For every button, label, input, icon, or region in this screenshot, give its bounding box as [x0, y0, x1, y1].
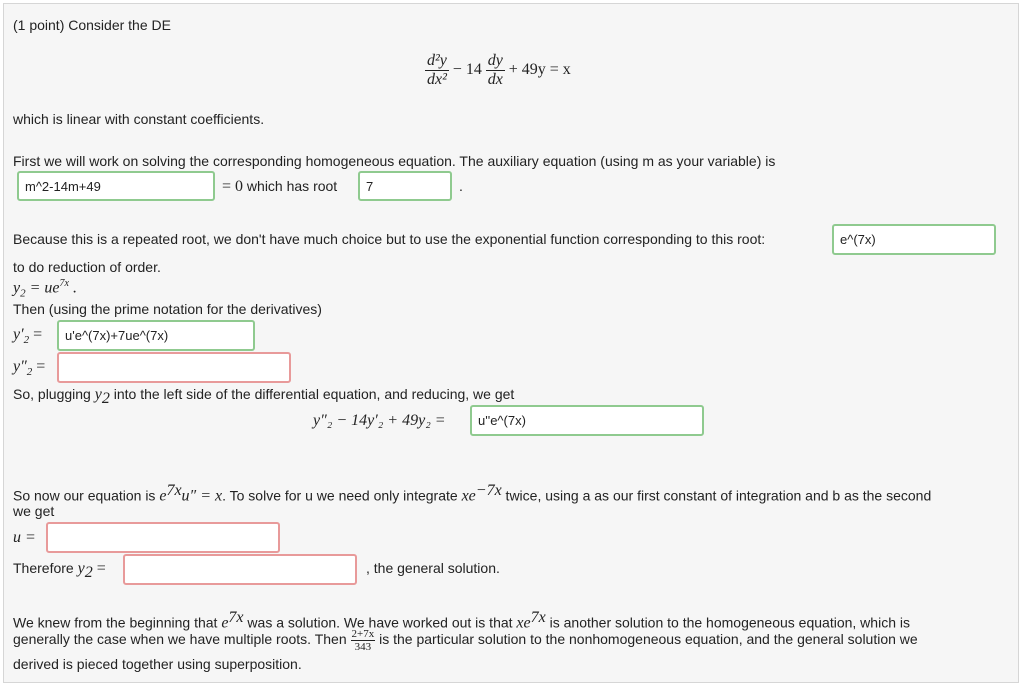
- general-solution-input[interactable]: [123, 554, 357, 585]
- root-label: = 0 which has root: [222, 178, 338, 195]
- exponential-input[interactable]: e^(7x): [832, 224, 996, 255]
- reduction-text: to do reduction of order.: [13, 259, 161, 275]
- root-input[interactable]: 7: [358, 171, 452, 201]
- therefore-label: Therefore $y_2$ =: [13, 560, 106, 581]
- auxiliary-equation-input[interactable]: m^2-14m+49: [17, 171, 215, 201]
- dy-dx: $\frac{dy}{dx}$: [487, 52, 503, 88]
- u-input[interactable]: [46, 522, 280, 553]
- we-get-text: we get: [13, 503, 55, 519]
- differential-equation: $\frac{\text{d²y}}{\text{dx²}}$ − 14 $\frac{dy}{dx}$ + 49y = x: [427, 52, 571, 88]
- y2-double-prime-input[interactable]: [57, 352, 291, 383]
- y2-prime-input[interactable]: u'e^(7x)+7ue^(7x): [57, 320, 255, 351]
- repeated-root-text: Because this is a repeated root, we don't have much choice but to use the exponential function corresponding to this root:: [13, 231, 766, 247]
- general-solution-text: , the general solution.: [366, 560, 500, 576]
- so-now-text: So now our equation is $e^{7x}u'' = x$. To solve for u we need only integrate $xe^{-7x}$ twice, using a as our first constant of integration and b as the second: [13, 482, 932, 505]
- y2-double-prime-label: $y''_2$ =: [13, 358, 46, 379]
- final-line-1: We knew from the beginning that $e^{7x}$ was a solution. We have worked out is that $xe^{7x}$ is another solution to the homogeneous equation, which is: [13, 609, 910, 632]
- particular-solution-fraction: $\frac{2+7x}{343}$: [351, 628, 375, 653]
- root-period: .: [459, 178, 463, 194]
- u-label: u =: [13, 529, 36, 546]
- homogeneous-text: First we will work on solving the corresponding homogeneous equation. The auxiliary equation (using m as your variable) is: [13, 153, 776, 169]
- y2-definition: $y_2 = ue^{7x}$ .: [13, 278, 77, 300]
- y2-prime-label: $y'_2$ =: [13, 326, 43, 347]
- plugging-text: So, plugging $y_2$ into the left side of the differential equation, and reducing, we get: [13, 386, 515, 407]
- reduced-input[interactable]: u''e^(7x): [470, 405, 704, 436]
- final-line-3: derived is pieced together using superposition.: [13, 656, 302, 672]
- problem-header: (1 point) Consider the DE: [13, 17, 171, 33]
- final-line-2: generally the case when we have multiple roots. Then $\frac{2+7x}{343}$ is the particular solution to the nonhomogeneous equation, and the general solution we: [13, 628, 918, 653]
- linear-text: which is linear with constant coefficients.: [13, 111, 265, 127]
- reduced-lhs: y″₂ − 14y′₂ + 49y₂ =: [313, 412, 446, 429]
- prime-notation-text: Then (using the prime notation for the derivatives): [13, 301, 322, 317]
- d2y-dx2: $\frac{\text{d²y}}{\text{dx²}}$: [427, 52, 447, 88]
